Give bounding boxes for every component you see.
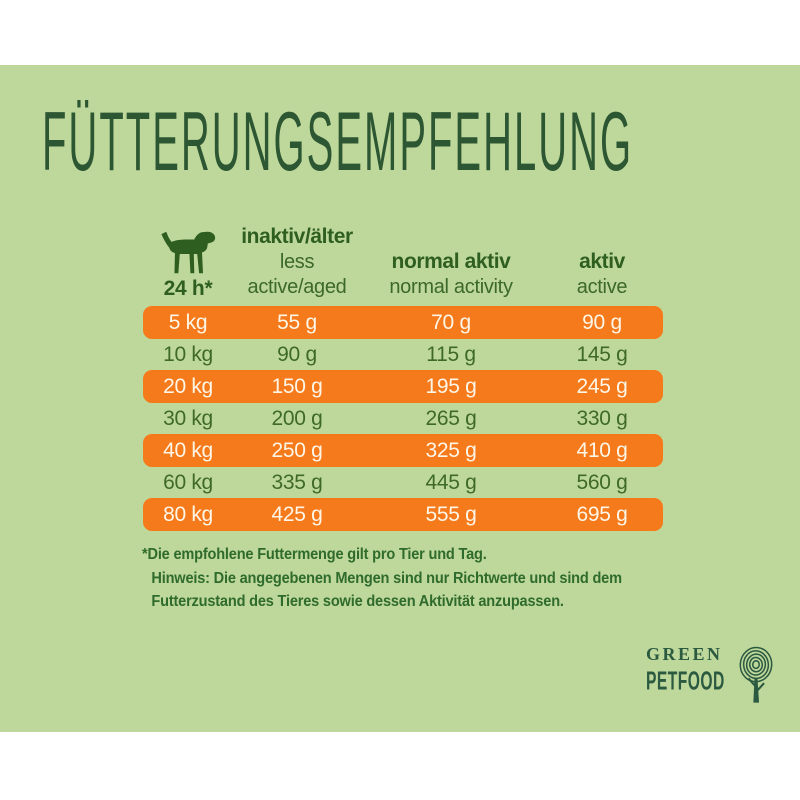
normal-cell: 265 g <box>425 406 477 430</box>
column-header-normal <box>361 249 541 301</box>
normal-cell: 325 g <box>425 438 477 462</box>
brand-name-green: GREEN <box>646 644 723 664</box>
dog-icon <box>159 230 217 276</box>
table-row <box>143 370 663 403</box>
normal-cell: 70 g <box>431 310 471 334</box>
column-header-active-de: aktiv <box>579 250 625 273</box>
inactive-cell: 55 g <box>277 310 317 334</box>
table-row <box>143 340 663 369</box>
weight-cell: 5 kg <box>168 310 208 334</box>
page-title: FÜTTERUNGSEMPFEHLUNG <box>42 95 634 188</box>
fingerprint-tree-icon <box>737 645 775 712</box>
active-cell: 410 g <box>576 438 628 462</box>
active-cell: 145 g <box>576 342 628 366</box>
normal-cell: 115 g <box>426 342 476 366</box>
footnote-line3: Futterzustand des Tieres sowie dessen Aktivität anzupassen. <box>151 593 564 611</box>
brand-logo-text <box>646 644 732 696</box>
table-header <box>143 224 663 301</box>
table-row <box>143 434 663 467</box>
brand-name-petfood: PETFOOD <box>646 666 725 696</box>
table-header-dog <box>143 230 233 301</box>
normal-cell: 445 g <box>425 470 477 494</box>
active-cell: 90 g <box>582 310 622 334</box>
weight-cell: 30 kg <box>163 406 213 430</box>
weight-cell: 10 kg <box>163 342 213 366</box>
table-row <box>143 404 663 433</box>
active-cell: 695 g <box>576 502 628 526</box>
active-cell: 560 g <box>576 470 628 494</box>
footnote-line2: Hinweis: Die angegebenen Mengen sind nur Richtwerte und sind dem <box>151 569 622 587</box>
column-header-normal-de: normal aktiv <box>391 250 511 273</box>
footnote <box>142 543 668 614</box>
weight-cell: 20 kg <box>163 374 213 398</box>
inactive-cell: 425 g <box>271 502 323 526</box>
weight-cell: 40 kg <box>163 438 213 462</box>
weight-cell: 80 kg <box>163 502 213 526</box>
table-row <box>143 468 663 497</box>
table-row <box>143 306 663 339</box>
column-header-inactive-de: inaktiv/älter <box>241 225 353 248</box>
active-cell: 330 g <box>576 406 628 430</box>
footnote-line1: *Die empfohlene Futtermenge gilt pro Tier und Tag. <box>142 546 487 563</box>
normal-cell: 555 g <box>425 502 477 526</box>
column-header-inactive <box>233 224 361 301</box>
table-row <box>143 498 663 531</box>
column-header-inactive-en: less active/aged <box>247 251 347 299</box>
inactive-cell: 90 g <box>277 342 317 366</box>
feeding-table <box>143 306 663 532</box>
brand-logo <box>646 645 775 712</box>
column-header-active-en: active <box>576 276 628 299</box>
inactive-cell: 335 g <box>271 470 323 494</box>
inactive-cell: 250 g <box>271 438 323 462</box>
column-header-normal-en: normal activity <box>389 276 513 299</box>
weight-cell: 60 kg <box>163 470 213 494</box>
normal-cell: 195 g <box>425 374 477 398</box>
time-label: 24 h* <box>163 277 213 301</box>
column-header-active <box>541 249 663 301</box>
inactive-cell: 150 g <box>271 374 323 398</box>
inactive-cell: 200 g <box>271 406 323 430</box>
active-cell: 245 g <box>576 374 628 398</box>
